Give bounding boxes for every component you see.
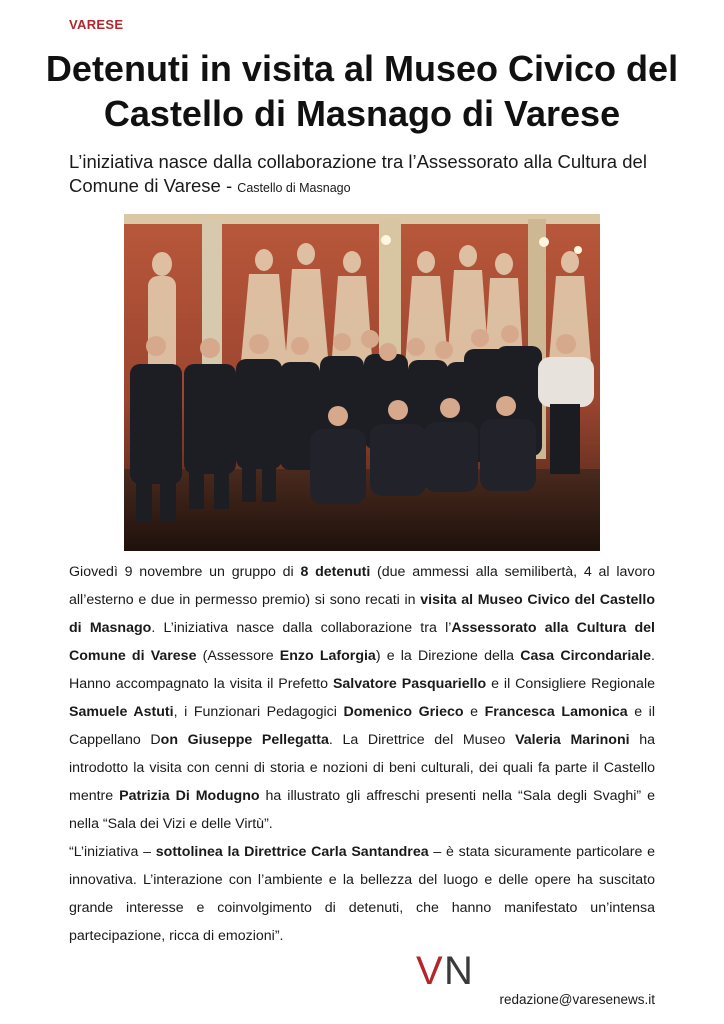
body-text: e [463,704,485,720]
body-text: (Assessore [196,648,280,664]
body-text: (due ammessi alla semilibertà, 4 al lavoro all’esterno e due in permesso premio) si sono recati in [69,564,655,608]
footer-email[interactable]: redazione@varesenews.it [499,992,655,1007]
group-photo [124,214,600,551]
article-title: Detenuti in visita al Museo Civico del Castello di Masnago di Varese [45,48,679,134]
body-text: , i Funzionari Pedagogici [173,704,344,720]
article-body [69,558,655,950]
quote-highlight: sottolinea la Direttrice Carla Santandrea [155,844,429,860]
body-text: . Hanno accompagnato la visita il Prefetto [69,648,655,692]
body-highlight: Valeria Marinoni [515,732,630,748]
body-text: . L’iniziativa nasce dalla collaborazione tra l’ [151,620,452,636]
body-highlight: Salvatore Pasquariello [332,676,487,692]
body-text: Giovedì 9 novembre un gruppo di [69,564,301,580]
body-highlight: visita al Museo Civico del Castello di Masnago [69,592,655,636]
body-highlight: Samuele Astuti [69,704,174,720]
body-highlight: Enzo Laforgia [279,648,376,664]
body-highlight: 8 detenuti [300,564,371,580]
quote-text: “L’iniziativa – [69,844,156,860]
varesenews-logo[interactable] [416,948,478,988]
logo-letter-v: V [416,949,443,988]
group-photo-image [124,214,600,551]
body-highlight: Assessorato alla Cultura del Comune di Varese [69,620,655,664]
quote-text: – è stata sicuramente particolare e innovativa. L’interazione con l’ambiente e la bellezza del luogo e delle opere ha suscitato grande interesse e coinvolgimento di detenuti, che hanno manifestato un’intensa partecipazione, ricca di emozioni”. [69,844,655,944]
category-label[interactable]: VARESE [69,17,124,32]
body-highlight: Domenico Grieco [343,704,464,720]
body-text: ha illustrato gli affreschi presenti nella “Sala degli Svaghi” e nella “Sala dei Vizi e delle Virtù”. [69,788,655,832]
body-text: . La Direttrice del Museo [328,732,516,748]
body-text: e il Cappellano D [69,704,655,748]
body-highlight: Casa Circondariale [520,648,652,664]
body-text: ha introdotto la visita con cenni di storia e nozioni di beni culturali, dei quali fa parte il Castello mentre [69,732,655,804]
article-subtitle [69,150,659,200]
logo-letter-n: N [444,949,473,988]
body-text: e il Consigliere Regionale [486,676,655,692]
body-text: ) e la Direzione della [375,648,521,664]
body-highlight: on Giuseppe Pellegatta [160,732,329,748]
subtitle-location: Castello di Masnago [237,181,351,195]
subtitle-text: L’iniziativa nasce dalla collaborazione tra l’Assessorato alla Cultura del Comune di Varese - [69,151,647,196]
body-highlight: Patrizia Di Modugno [119,788,260,804]
body-highlight: Francesca Lamonica [484,704,628,720]
